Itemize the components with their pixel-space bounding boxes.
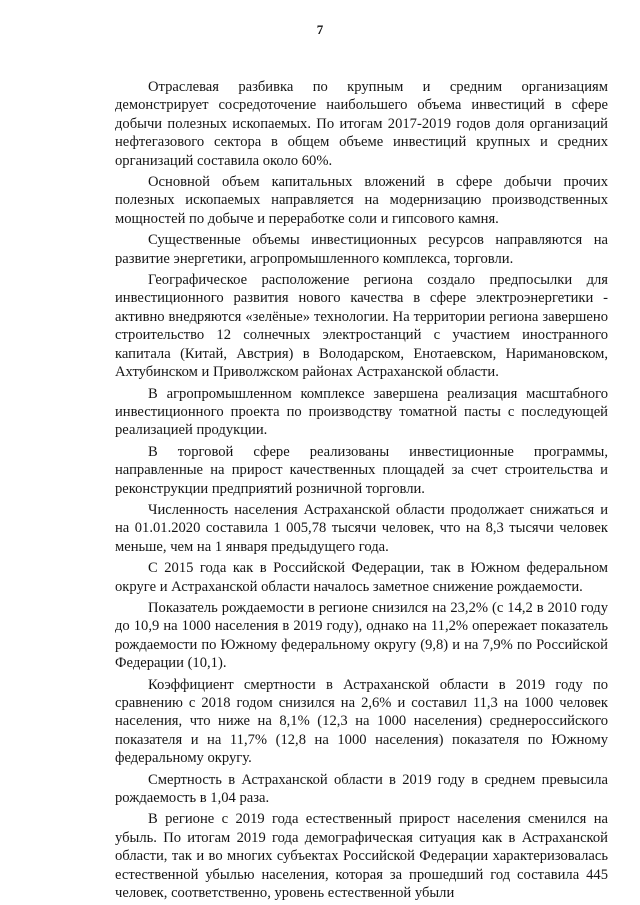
paragraph-birth-rate-decline: С 2015 года как в Российской Федерации, так в Южном федеральном округе и Астраханской области началось заметное снижение рождаемости.	[115, 560, 608, 595]
document-body	[115, 78, 608, 905]
paragraph-mortality-ratio: Смертность в Астраханской области в 2019 году в среднем превысила рождаемость в 1,04 раза.	[115, 771, 608, 807]
paragraph-mortality-coefficient: Коэффициент смертности в Астраханской области в 2019 году по сравнению с 2018 годом снизился на 2,6% и составил 11,3 на 1000 человек населения, что ниже на 8,1% (12,3 на 1000 населения) среднероссийского показателя и на 11,7% (12,8 на 1000 населения) показателя по Южному федеральному округу.	[115, 676, 608, 767]
paragraph-investment-breakdown: Отраслевая разбивка по крупным и средним организациям демонстрирует сосредоточение наибольшего объема инвестиций в сфере добычи полезных ископаемых. По итогам 2017-2019 годов доля организаций нефтегазового сектора в общем объеме инвестиций крупных и средних организаций составила около 60%.	[115, 79, 608, 169]
page-number: 7	[316, 22, 324, 37]
paragraph-population: Численность населения Астраханской области продолжает снижаться и на 01.01.2020 составила 1 005,78 тысячи человек, что на 8,3 тысячи человек меньше, чем на 1 января предыдущего года.	[115, 501, 608, 555]
paragraph-green-energy: Географическое расположение региона создало предпосылки для инвестиционного развития нового качества в сфере электроэнергетики - активно внедряются «зелёные» технологии. На территории региона завершено строительство 12 солнечных электростанций с участием иностранного капитала (Китай, Австрия) в Володарском, Енотаевском, Наримановском, Ахтубинском и Приволжском районах Астраханской области.	[115, 272, 608, 381]
paragraph-birth-rate-indicator: Показатель рождаемости в регионе снизился на 23,2% (с 14,2 в 2010 году до 10,9 на 1000 населения в 2019 году), однако на 11,2% опережает показатель рождаемости по Южному федеральному округу (9,8) и на 7,9% по Российской Федерации (10,1).	[115, 599, 608, 672]
paragraph-trade-sector: В торговой сфере реализованы инвестиционные программы, направленные на прирост качественных площадей за счет строительства и реконструкции предприятий розничной торговли.	[115, 443, 608, 497]
paragraph-agro-complex: В агропромышленном комплексе завершена реализация масштабного инвестиционного проекта по производству томатной пасты с последующей реализацией продукции.	[115, 385, 608, 439]
paragraph-capital-investments: Основной объем капитальных вложений в сфере добычи прочих полезных ископаемых направляется на модернизацию производственных мощностей по добыче и переработке соли и гипсового камня.	[115, 174, 608, 227]
paragraph-investment-resources: Существенные объемы инвестиционных ресурсов направляются на развитие энергетики, агропромышленного комплекса, торговли.	[115, 232, 608, 267]
paragraph-natural-decline: В регионе с 2019 года естественный прирост населения сменился на убыль. По итогам 2019 года демографическая ситуация как в Астраханской области, так и во многих субъектах Российской Федерации характеризовалась естественной убылью населения, которая за прошедший год составила 445 человек, соответственно, уровень естественной убыли	[115, 811, 608, 902]
